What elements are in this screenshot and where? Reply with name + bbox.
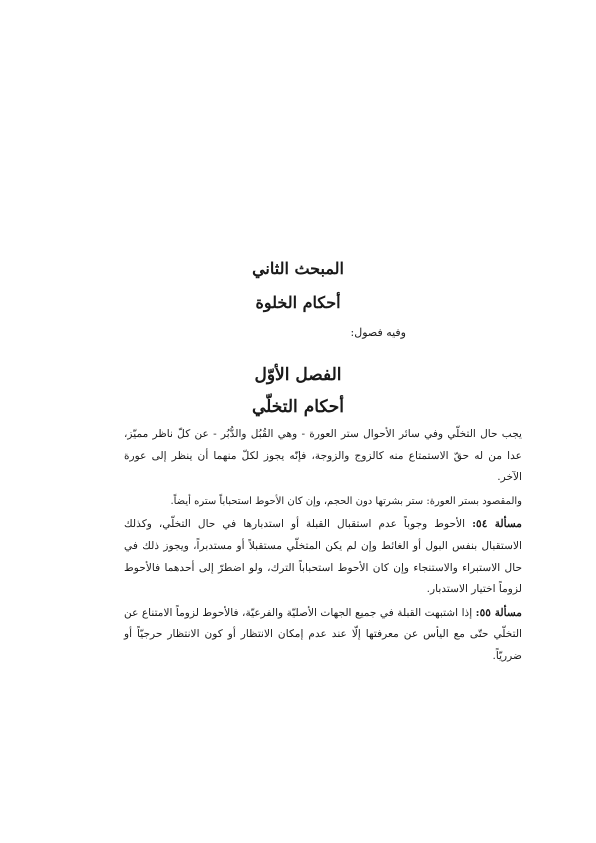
- paragraph-text: والمقصود بستر العورة: ستر بشرتها دون الحجم، وإن كان الأحوط استحباباً ستره أيضاً.: [170, 495, 522, 507]
- paragraph-text: إذا اشتبهت القبلة في جميع الجهات الأصليّة والفرعيّة، فالأحوط لزوماً الامتناع عن التخلّي حتّى مع اليأس عن معرفتها إلّا عند عدم إمكان الانتظار أو كون الانتظار حرجيّاً أو ضرريّاً.: [124, 606, 522, 662]
- paragraph-text: يجب حال التخلّي وفي سائر الأحوال ستر العورة - وهي القُبُل والدُّبُر - عن كلّ ناظر مميّز، عدا من له حقّ الاستمتاع منه كالزوج والزوجة، فإنّه يجوز لكلّ منهما أن ينظر إلى عورة الآخر.: [124, 428, 522, 484]
- chapter-heading: الفصل الأوّل: [254, 365, 342, 385]
- paragraph: [124, 491, 522, 513]
- paragraph: [124, 514, 522, 600]
- body-text: [124, 424, 522, 670]
- intro-text: وفيه فصول:: [350, 326, 406, 339]
- paragraph: [124, 603, 522, 668]
- paragraph-text: الأحوط وجوباً عدم استقبال القبلة أو استدبارها في حال التخلّي، وكذلك الاستقبال بنفس البول أو الغائط وإن لم يكن المتخلّي مستقبلاً أو مستدبراً، ويجوز ذلك في حال الاستبراء والاستنجاء وإن كان الأحوط استحباباً الترك، ولو اضطرّ إلى أحدهما فالأحوط لزوماً اختيار الاستدبار.: [124, 518, 522, 596]
- issue-label: مسألة ٥٥:: [475, 606, 522, 619]
- chapter-title: أحكام التخلّي: [251, 397, 345, 417]
- section-title: أحكام الخلوة: [255, 293, 341, 312]
- section-heading: المبحث الثاني: [252, 259, 344, 278]
- issue-label: مسألة ٥٤:: [472, 518, 522, 531]
- paragraph: [124, 424, 522, 489]
